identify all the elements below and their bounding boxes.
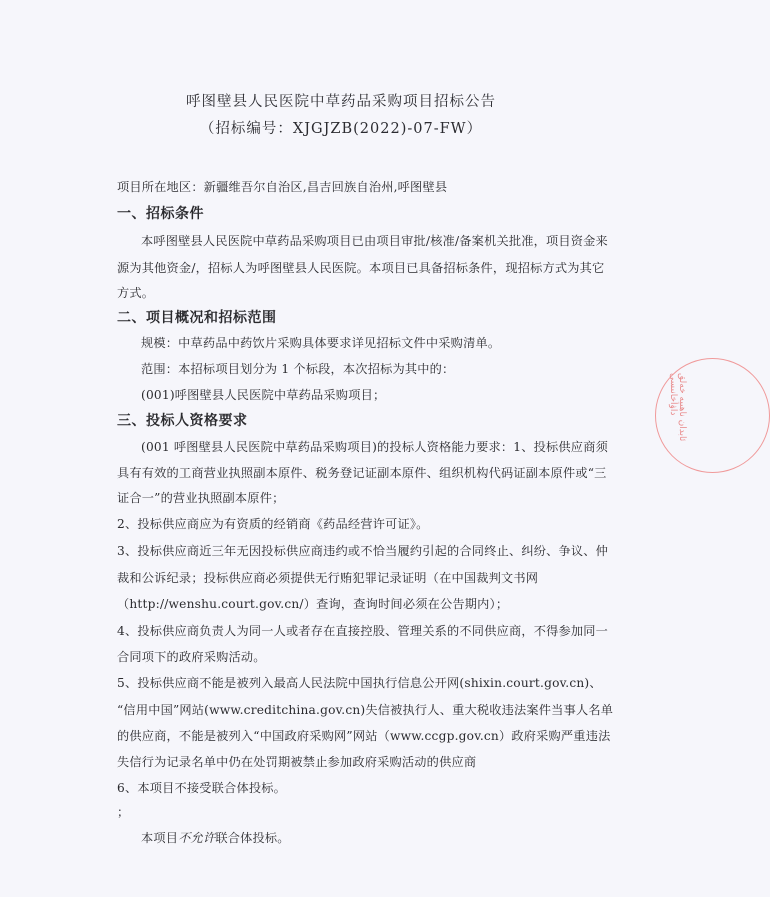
paragraph-line: (001)呼图壁县人民医院中草药品采购项目； — [141, 388, 386, 402]
paragraph-line: (001 呼图壁县人民医院中草药品采购项目)的投标人资格能力要求：1、投标供应商须 — [141, 440, 608, 454]
section-heading-3: 三、投标人资格要求 — [117, 413, 248, 429]
paragraph-line: 规模：中草药品中药饮片采购具体要求详见招标文件中采购清单。 — [141, 336, 501, 350]
paragraph-line: 合同项下的政府采购活动。 — [117, 650, 266, 664]
paragraph-line: ； — [117, 805, 130, 819]
paragraph-line: 具有有效的工商营业执照副本原件、税务登记证副本原件、组织机构代码证副本原件或“三 — [117, 466, 607, 480]
requirement-item: 2、投标供应商应为有资质的经销商《药品经营许可证》。 — [117, 517, 429, 531]
document-subtitle: （招标编号：XJGJZB(2022)-07-FW） — [199, 121, 483, 137]
section-heading-1: 一、招标条件 — [117, 206, 204, 222]
paragraph-line: 本呼图壁县人民医院中草药品采购项目已由项目审批/核准/备案机关批准，项目资金来 — [141, 234, 608, 248]
project-location: 项目所在地区：新疆维吾尔自治区,昌吉回族自治州,呼图壁县 — [117, 180, 448, 194]
document-title: 呼图壁县人民医院中草药品采购项目招标公告 — [186, 94, 496, 110]
requirement-item: 3、投标供应商近三年无因投标供应商违约或不恰当履约引起的合同终止、纠纷、争议、仲 — [117, 544, 609, 558]
paragraph-line: 失信行为记录名单中仍在处罚期被禁止参加政府采购活动的供应商 — [117, 755, 477, 769]
section-heading-2: 二、项目概况和招标范围 — [117, 310, 277, 326]
official-seal-stamp — [655, 358, 770, 473]
paragraph-line: “信用中国”网站(www.creditchina.gov.cn)失信被执行人、重大税收违法案件当事人名单 — [117, 703, 614, 717]
closing-prefix: 本项目 — [141, 831, 179, 845]
requirement-item: 4、投标供应商负责人为同一人或者存在直接控股、管理关系的不同供应商，不得参加同一 — [117, 624, 609, 638]
paragraph-line: 裁和公诉纪录；投标供应商必须提供无行贿犯罪记录证明（在中国裁判文书网 — [117, 571, 539, 585]
requirement-item: 5、投标供应商不能是被列入最高人民法院中国执行信息公开网(shixin.court.gov.cn)、 — [117, 676, 602, 690]
seal-text: ﺋﺎﺑﺪﺍﻥ ﻧﺎﻫﯩﻴﻪ ﺧﻪﻟﻖ ﺩﺍﯞﺍﺧﺎﻧﯩﺴﻰ — [668, 373, 687, 442]
closing-suffix: 联合体投标。 — [215, 831, 290, 845]
closing-emphasis: 不允许 — [178, 831, 216, 845]
paragraph-line: 范围：本招标项目划分为 1 个标段，本次招标为其中的： — [141, 362, 455, 376]
paragraph-line: 方式。 — [117, 286, 155, 300]
paragraph-line: 的供应商，不能是被列入“中国政府采购网”网站（www.ccgp.gov.cn）政府采购严重违法 — [117, 729, 611, 743]
requirement-item: 6、本项目不接受联合体投标。 — [117, 781, 286, 795]
paragraph-line: 源为其他资金/，招标人为呼图壁县人民医院。本项目已具备招标条件，现招标方式为其它 — [117, 261, 605, 275]
paragraph-line: 证合一”的营业执照副本原件； — [117, 491, 285, 505]
paragraph-line: （http://wenshu.court.gov.cn/）查询，查询时间必须在公告期内）； — [117, 597, 509, 611]
closing-statement — [141, 830, 290, 846]
